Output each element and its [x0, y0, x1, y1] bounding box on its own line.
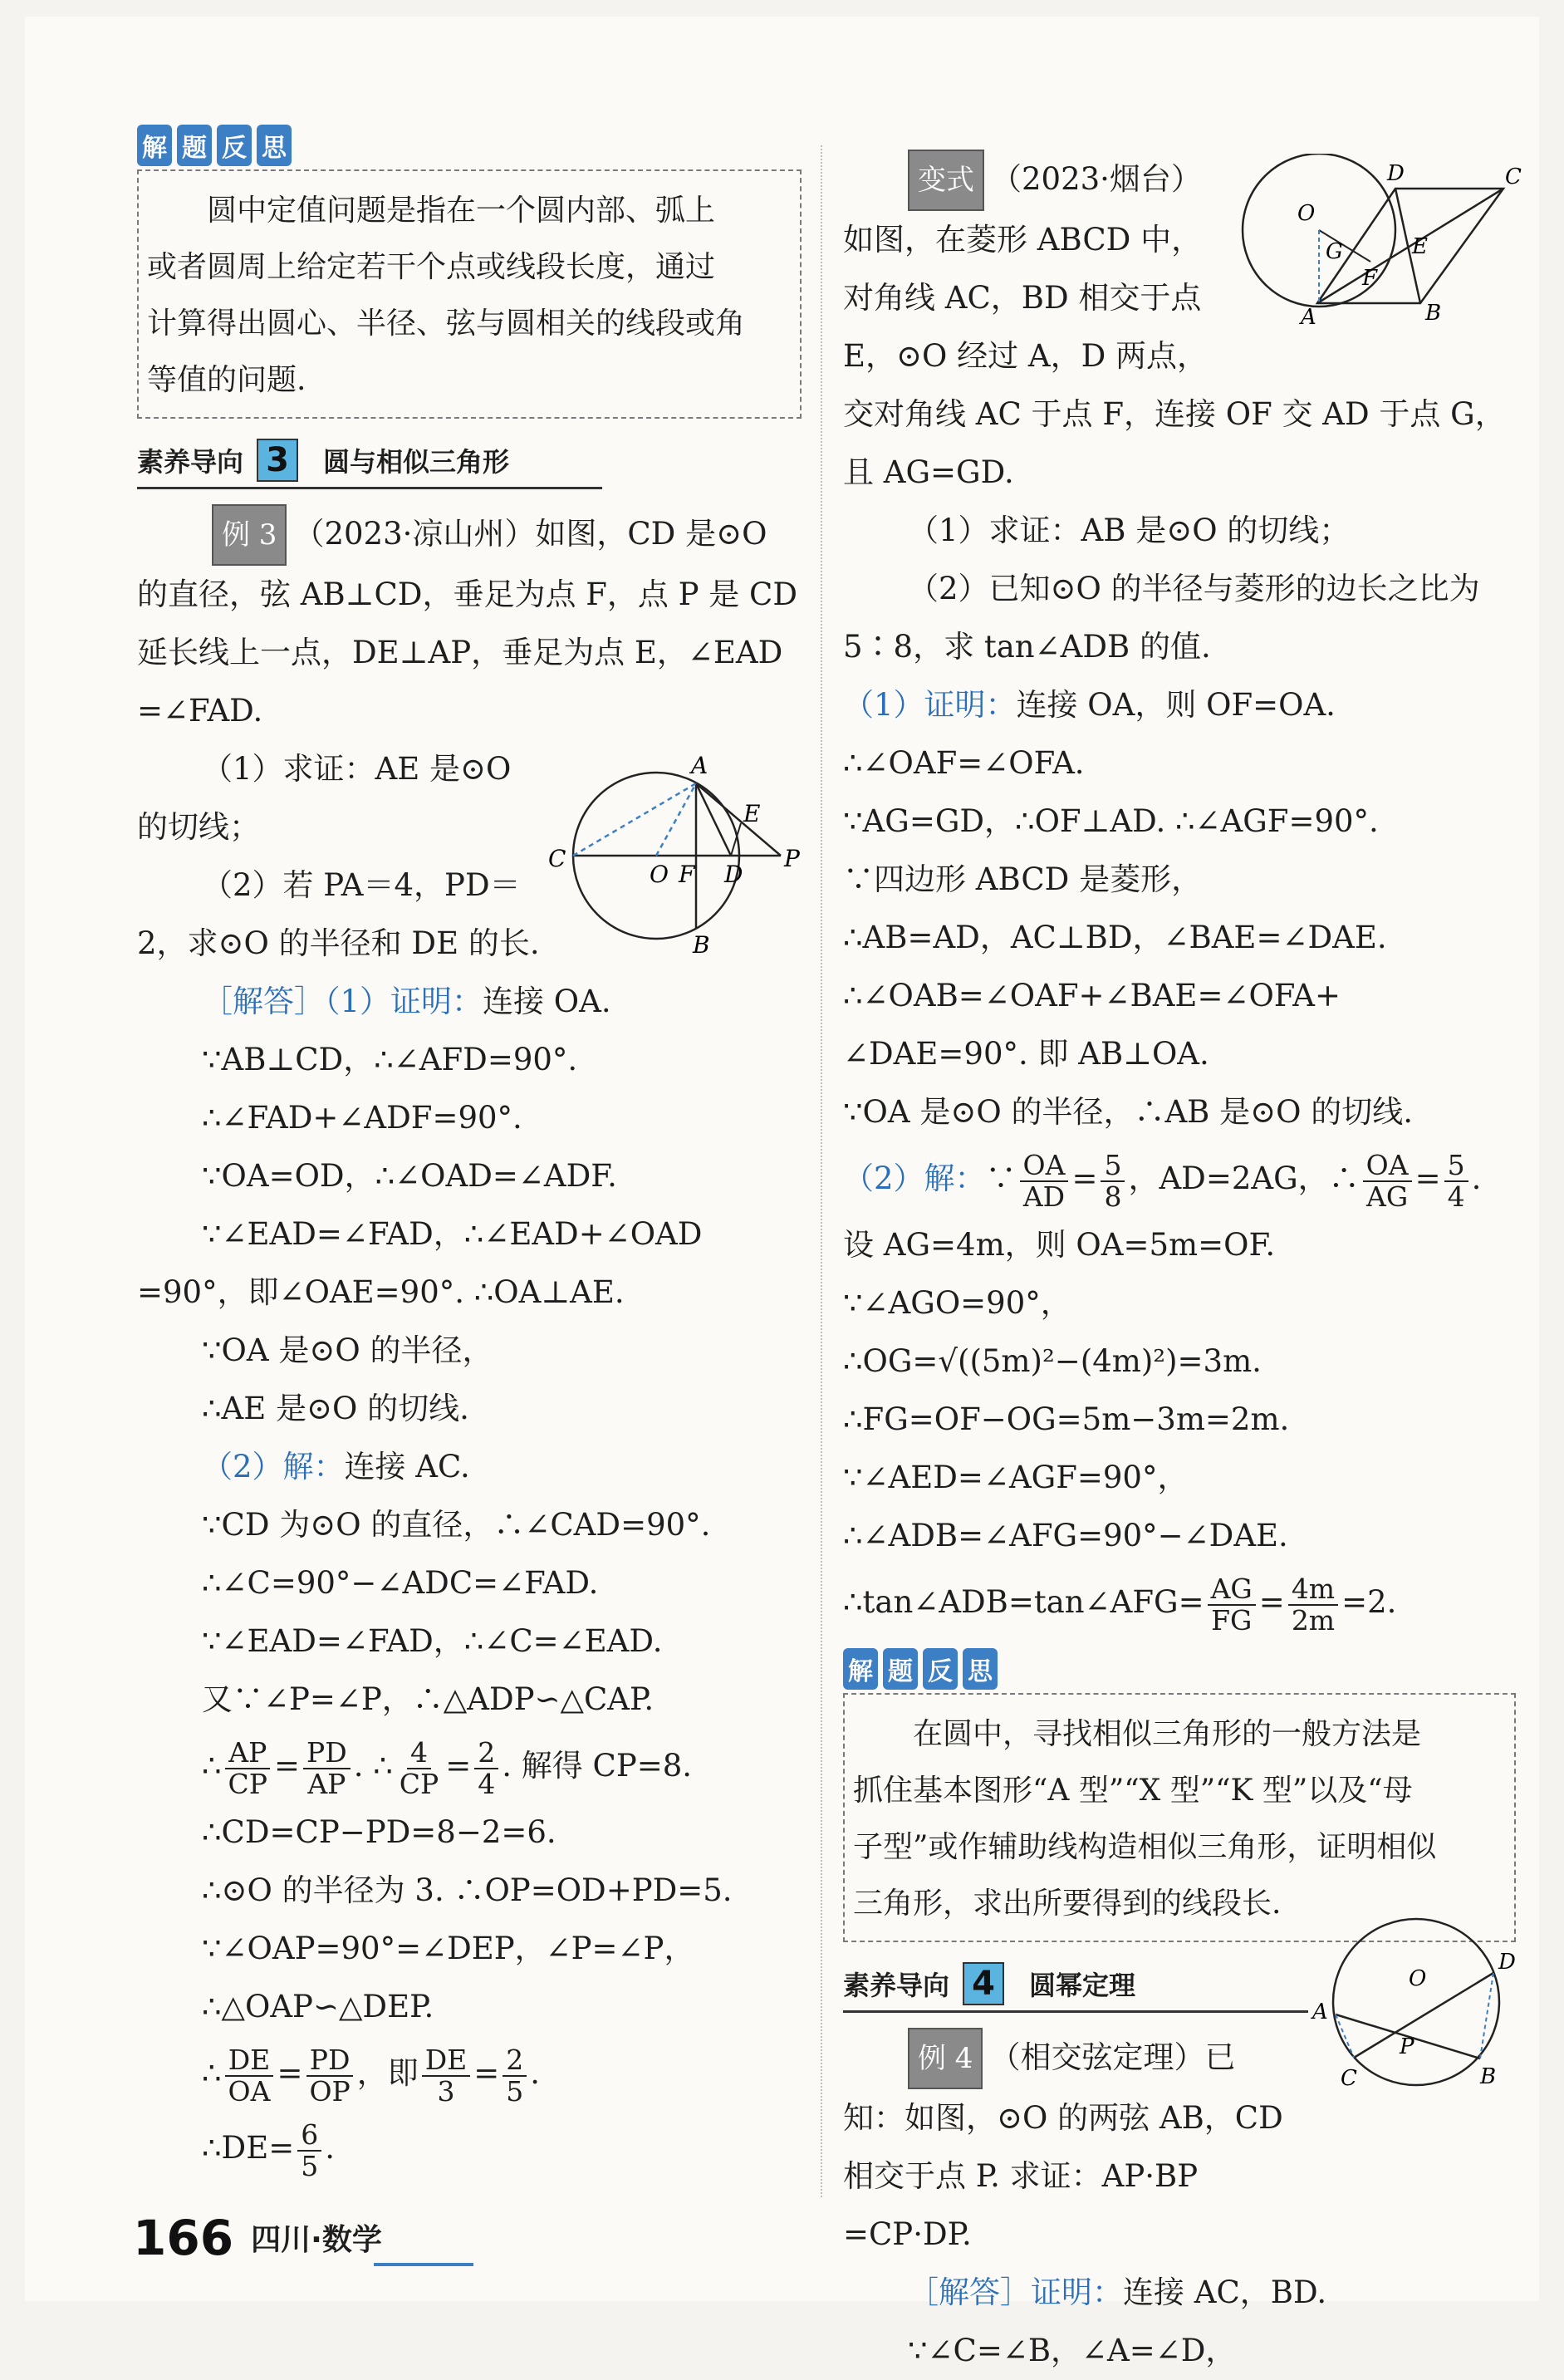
proof-line: ∴∠FAD+∠ADF=90°.	[202, 1100, 522, 1136]
fraction: $\frac{2}{4}$	[474, 1738, 498, 1799]
example-label: 例 3	[212, 504, 287, 566]
fraction: $\frac{PD}{AP}$	[303, 1738, 351, 1799]
part2-head	[137, 1438, 802, 1496]
fig-label: D	[1387, 161, 1405, 186]
fraction-line: ∴ $\frac{AP}{CP}$ = $\frac{PD}{AP}$ . ∴ $\frac{4}{CP}$ = $\frac{2}{4}$ . 解得 CP=8.	[202, 1735, 693, 1800]
example-line: 延长线上一点，DE⊥AP，垂足为点 E，∠EAD	[137, 635, 783, 670]
guide-label: 素养导向	[137, 446, 244, 478]
fraction: $\frac{DE}{3}$	[422, 2045, 471, 2107]
variant-line: （1）求证：AB 是⊙O 的切线；	[908, 513, 1351, 548]
tag-char: 解	[137, 125, 172, 166]
answer-label: （1）证明：	[843, 687, 1017, 723]
circle-tangent-figure	[532, 743, 806, 993]
proof-line: ∵AB⊥CD，∴∠AFD=90°.	[202, 1042, 578, 1077]
fig-label: F	[1362, 266, 1378, 291]
example-line: 的直径，弦 AB⊥CD，垂足为点 F，点 P 是 CD	[137, 577, 798, 612]
fig-label: G	[1326, 239, 1343, 264]
question-1: （1）求证：AE 是⊙O	[202, 751, 512, 787]
fraction: $\frac{DE}{OA}$	[225, 2045, 274, 2107]
tag-char: 思	[963, 1648, 998, 1690]
fraction-tail: =2.	[1341, 1584, 1397, 1620]
proof-line: ∵∠EAD=∠FAD，∴∠EAD+∠OAD	[202, 1216, 703, 1252]
left-column	[137, 125, 802, 2186]
tag-char: 反	[217, 125, 252, 166]
fig-label: P	[1400, 2034, 1414, 2059]
tag-char: 思	[257, 125, 292, 166]
reflect-box	[137, 169, 802, 419]
fig-label: O	[650, 861, 669, 888]
reflect-tag	[843, 1648, 998, 1690]
page-number: 166	[133, 2210, 234, 2266]
proof-line: ∴∠OAB=∠OAF+∠BAE=∠OFA+	[843, 978, 1341, 1013]
fraction: $\frac{OA}{AG}$	[1363, 1151, 1412, 1212]
proof-line: 设 AG=4m，则 OA=5m=OF.	[843, 1227, 1276, 1263]
answer-label: ［解答］（1）证明：	[202, 984, 483, 1019]
proof-line: ∵OA 是⊙O 的半径，	[202, 1332, 493, 1368]
answer-text: 连接 AC.	[344, 1449, 470, 1484]
fig-label: C	[548, 845, 566, 872]
proof-line: ∵OA 是⊙O 的半径，∴AB 是⊙O 的切线.	[843, 1094, 1413, 1130]
fraction: $\frac{2}{5}$	[503, 2045, 527, 2107]
fig-label: E	[743, 800, 761, 827]
proof-line: ∵∠OAP=90°=∠DEP，∠P=∠P，	[202, 1931, 695, 1966]
example-line: 知：如图，⊙O 的两弦 AB，CD	[843, 2100, 1283, 2136]
fraction: $\frac{AP}{CP}$	[225, 1738, 271, 1799]
variant-line: 如图，在菱形 ABCD 中，	[843, 222, 1203, 258]
guide-number: 4	[963, 1962, 1004, 2005]
question-2: （2）若 PA＝4，PD＝	[202, 867, 521, 903]
proof-line: ∴AE 是⊙O 的切线.	[202, 1391, 469, 1426]
question-2-cont: 2，求⊙O 的半径和 DE 的长.	[137, 925, 540, 961]
variant-source: （2023·烟台）	[991, 161, 1202, 197]
fraction-mid: ，即	[356, 2055, 419, 2091]
fig-label: B	[1425, 301, 1442, 326]
fig-label: A	[691, 752, 708, 779]
guide-title: 圆幂定理	[1029, 1970, 1136, 2001]
example-line: 相交于点 P. 求证：AP·BP	[843, 2158, 1199, 2194]
fig-label: C	[1505, 164, 1522, 189]
fig-label: D	[724, 861, 743, 888]
proof-line: ∴∠C=90°−∠ADC=∠FAD.	[202, 1565, 599, 1601]
variant-line: E，⊙O 经过 A，D 两点，	[843, 338, 1209, 374]
fraction-line: ∴tan∠ADB=tan∠AFG= $\frac{AG}{FG}$ = $\frac{4m}{2m}$ =2.	[843, 1572, 1397, 1637]
footer-underline	[374, 2263, 473, 2266]
fig-label: A	[1301, 305, 1316, 330]
proof-line: ∴AB=AD，AC⊥BD，∠BAE=∠DAE.	[843, 920, 1387, 955]
proof-line: ∵∠AGO=90°，	[843, 1285, 1071, 1321]
reflect-line: 在圆中，寻找相似三角形的一般方法是	[853, 1717, 1422, 1751]
proof-line: ∴OG=√((5m)²−(4m)²)=3m.	[843, 1343, 1262, 1379]
proof-line: ∵AG=GD，∴OF⊥AD. ∴∠AGF=90°.	[843, 803, 1379, 839]
column-divider	[821, 145, 822, 2197]
variant-label: 变式	[908, 150, 984, 211]
fraction-line: ∴ $\frac{DE}{OA}$ = $\frac{PD}{OP}$ ，即 $\frac{DE}{3}$ = $\frac{2}{5}$ .	[202, 2043, 541, 2108]
variant-line: （2）已知⊙O 的半径与菱形的边长之比为	[908, 571, 1480, 606]
answer-label: （2）解：	[843, 1161, 986, 1196]
fraction: $\frac{OA}{AD}$	[1020, 1151, 1069, 1212]
tag-char: 解	[843, 1648, 878, 1690]
fig-label: C	[1341, 2066, 1357, 2091]
reflect-box	[843, 1693, 1516, 1942]
fraction: $\frac{4}{CP}$	[399, 1735, 439, 1800]
fraction-line: （2）解：∵ $\frac{OA}{AD}$ = $\frac{5}{8}$ ，AD=2AG，∴ $\frac{OA}{AG}$ = $\frac{5}{4}$ .	[843, 1148, 1482, 1213]
proof-line: ∵CD 为⊙O 的直径，∴∠CAD=90°.	[202, 1507, 711, 1543]
fig-label: P	[784, 845, 800, 872]
section-guide-3	[137, 439, 602, 489]
proof-line: ∠DAE=90°. 即 AB⊥OA.	[843, 1036, 1209, 1072]
proof-line: ∴△OAP∽△DEP.	[202, 1989, 434, 2024]
reflect-line: 计算得出圆心、半径、弦与圆相关的线段或角	[147, 307, 746, 341]
intersecting-chords-figure	[1304, 1911, 1528, 2102]
fig-label: D	[1498, 1950, 1516, 1975]
fraction-mid: ，AD=2AG，∴	[1128, 1161, 1360, 1196]
fraction-pre: ∴tan∠ADB=tan∠AFG=	[843, 1584, 1204, 1620]
example-text: （相交弦定理）已	[989, 2039, 1236, 2075]
fig-label: E	[1412, 234, 1428, 259]
fraction: $\frac{5}{4}$	[1444, 1151, 1468, 1212]
tag-char: 题	[177, 125, 212, 166]
section-guide-4	[843, 1962, 1308, 2013]
guide-label: 素养导向	[843, 1970, 950, 2001]
answer-text: 连接 OA.	[483, 984, 611, 1019]
footer-text: 四川·数学	[251, 2223, 382, 2257]
proof-line: ∵∠EAD=∠FAD，∴∠C=∠EAD.	[202, 1623, 663, 1659]
proof-line: ∴CD=CP−PD=8−2=6.	[202, 1814, 556, 1850]
answer-label: （2）解：	[202, 1449, 345, 1484]
proof-line: ∴∠ADB=∠AFG=90°−∠DAE.	[843, 1518, 1288, 1553]
answer-text: 连接 AC，BD.	[1123, 2274, 1327, 2310]
example-text: （2023·凉山州）如图，CD 是⊙O	[293, 516, 767, 552]
proof-line: ∵∠AED=∠AGF=90°，	[843, 1460, 1189, 1495]
rhombus-circle-figure	[1238, 154, 1528, 332]
proof-line: ∴⊙O 的半径为 3. ∴OP=OD+PD=5.	[202, 1872, 733, 1908]
reflect-line: 圆中定值问题是指在一个圆内部、弧上	[147, 194, 716, 228]
variant-line: 且 AG=GD.	[843, 454, 1014, 490]
answer-label: ［解答］证明：	[908, 2274, 1123, 2310]
proof-line: ∵四边形 ABCD 是菱形，	[843, 861, 1203, 897]
variant-line: 5∶8，求 tan∠ADB 的值.	[843, 629, 1211, 665]
page-footer	[133, 2210, 382, 2266]
reflect-line: 子型”或作辅助线构造相似三角形，证明相似	[853, 1830, 1437, 1864]
example-label: 例 4	[908, 2028, 983, 2089]
fig-label: O	[1297, 201, 1316, 226]
fraction: $\frac{PD}{OP}$	[306, 2045, 353, 2107]
proof-line: ∴FG=OF−OG=5m−3m=2m.	[843, 1401, 1290, 1437]
question-1-cont: 的切线；	[137, 809, 260, 845]
tag-char: 反	[923, 1648, 958, 1690]
fraction-tail: 解得 CP=8.	[521, 1748, 693, 1784]
example-line	[137, 504, 802, 566]
fraction-line: ∴DE= $\frac{6}{5}$ .	[202, 2117, 335, 2182]
reflect-line: 等值的问题.	[147, 363, 306, 397]
proof-line: ∵∠C=∠B，∠A=∠D，	[908, 2333, 1237, 2368]
proof-line: =90°，即∠OAE=90°. ∴OA⊥AE.	[137, 1274, 625, 1310]
fig-label: B	[1480, 2064, 1497, 2089]
fraction: $\frac{4m}{2m}$	[1288, 1574, 1338, 1636]
fraction: $\frac{5}{8}$	[1101, 1151, 1125, 1212]
reflect-line: 抓住基本图形“A 型”“X 型”“K 型”以及“母	[853, 1774, 1413, 1808]
tag-char: 题	[883, 1648, 918, 1690]
guide-number: 3	[257, 439, 298, 482]
fig-label: B	[693, 931, 710, 959]
guide-title: 圆与相似三角形	[323, 446, 510, 478]
example-line: =CP·DP.	[843, 2216, 972, 2252]
proof-line: ∴∠OAF=∠OFA.	[843, 745, 1085, 781]
reflect-tag	[137, 125, 292, 166]
reflect-line: 三角形，求出所要得到的线段长.	[853, 1887, 1282, 1921]
proof-line: 又∵∠P=∠P，∴△ADP∽△CAP.	[202, 1681, 655, 1717]
fig-label: F	[679, 861, 695, 888]
proof-line: ∵OA=OD，∴∠OAD=∠ADF.	[202, 1158, 617, 1194]
variant-line: 交对角线 AC 于点 F，连接 OF 交 AD 于点 G，	[843, 396, 1506, 432]
answer-head	[843, 2264, 1516, 2322]
variant-line: 对角线 AC，BD 相交于点	[843, 280, 1202, 316]
fraction: $\frac{6}{5}$	[297, 2120, 321, 2181]
answer-text: 连接 OA，则 OF=OA.	[1016, 687, 1336, 723]
fig-label: A	[1312, 2000, 1328, 2024]
reflect-line: 或者圆周上给定若干个点或线段长度，通过	[147, 250, 716, 284]
example-line: =∠FAD.	[137, 693, 263, 729]
fraction: $\frac{AG}{FG}$	[1208, 1574, 1256, 1636]
solution-head	[843, 676, 1516, 734]
fig-label: O	[1409, 1966, 1427, 1991]
